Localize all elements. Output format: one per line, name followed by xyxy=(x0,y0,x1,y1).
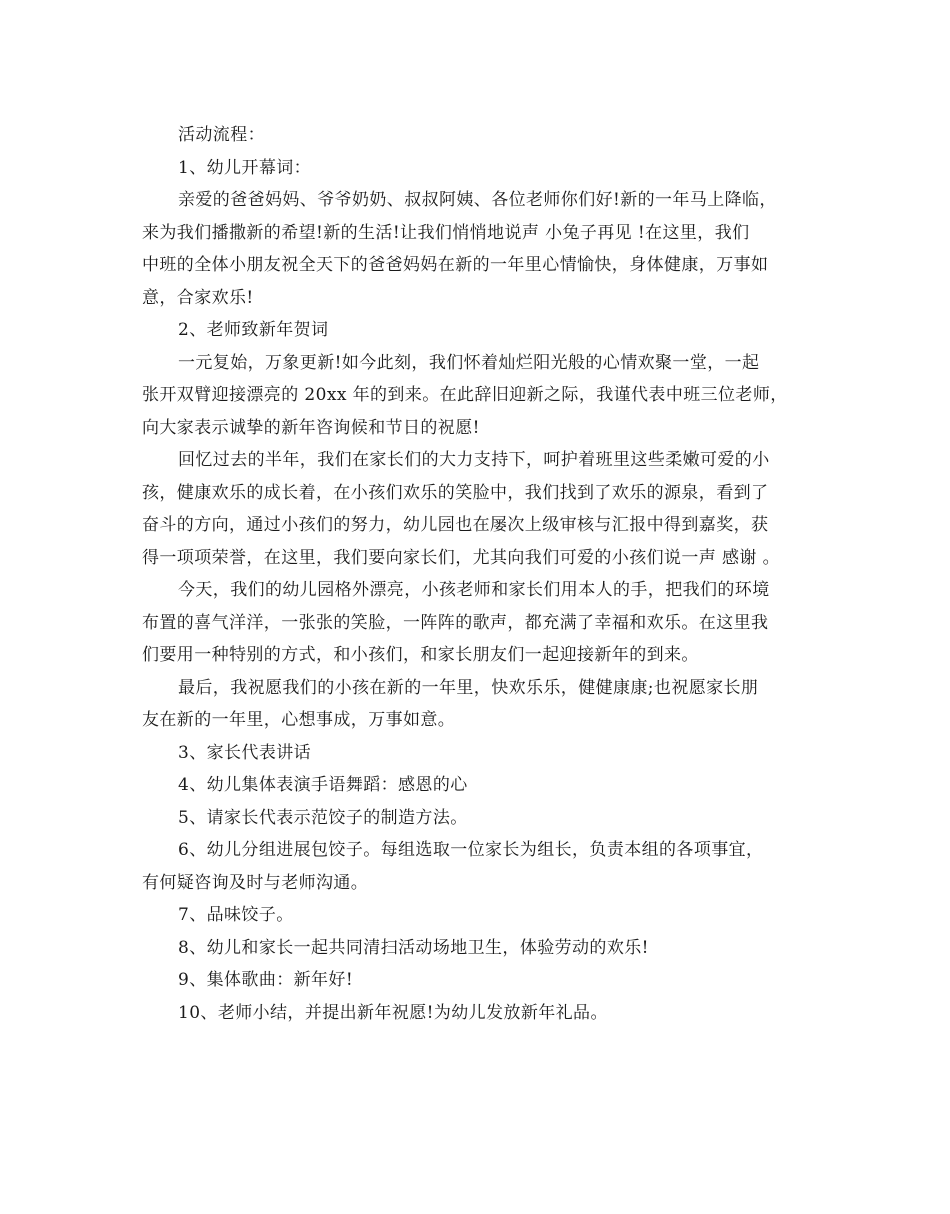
item-2-heading: 2、老师致新年贺词 xyxy=(178,320,329,340)
paragraph-line: 中班的全体小朋友祝全天下的爸爸妈妈在新的一年里心情愉快，身体健康，万事如 xyxy=(142,255,769,275)
item-3: 3、家长代表讲话 xyxy=(178,742,312,763)
item-1-heading: 1、幼儿开幕词： xyxy=(178,157,312,178)
paragraph-line: 亲爱的爸爸妈妈、爷爷奶奶、叔叔阿姨、各位老师你们好!新的一年马上降临， xyxy=(178,190,777,210)
paragraph-line: 得一项项荣誉，在这里，我们要向家长们，尤其向我们可爱的小孩们说一声 感谢 。 xyxy=(142,547,781,568)
paragraph-line: 奋斗的方向，通过小孩们的努力，幼儿园也在屡次上级审核与汇报中得到嘉奖，获 xyxy=(142,515,769,535)
item-6: 6、幼儿分组进展包饺子。每组选取一位家长为组长，负责本组的各项事宜， xyxy=(178,840,764,860)
paragraph-line: 回忆过去的半年，我们在家长们的大力支持下，呵护着班里这些柔嫩可爱的小 xyxy=(178,450,770,470)
paragraph-line: 友在新的一年里，心想事成，万事如意。 xyxy=(142,710,456,730)
section-heading-activity-flow: 活动流程： xyxy=(178,125,265,145)
paragraph-line: 最后，我祝愿我们的小孩在新的一年里，快欢乐乐，健健康康;也祝愿家长朋 xyxy=(178,677,759,698)
paragraph-line: 们要用一种特别的方式，和小孩们，和家长朋友们一起迎接新年的到来。 xyxy=(142,645,699,665)
item-7: 7、品味饺子。 xyxy=(178,905,294,925)
paragraph-line: 向大家表示诚挚的新年咨询候和节日的祝愿! xyxy=(142,417,480,438)
paragraph-line: 孩，健康欢乐的成长着，在小孩们欢乐的笑脸中，我们找到了欢乐的源泉，看到了 xyxy=(142,482,769,503)
paragraph-line: 意，合家欢乐! xyxy=(142,287,254,308)
paragraph-line: 一元复始，万象更新!如今此刻，我们怀着灿烂阳光般的心情欢聚一堂，一起 xyxy=(178,352,760,373)
item-10: 10、老师小结，并提出新年祝愿!为幼儿发放新年礼品。 xyxy=(178,1002,608,1023)
item-9: 9、集体歌曲：新年好! xyxy=(178,970,354,990)
paragraph-line: 今天，我们的幼儿园格外漂亮，小孩老师和家长们用本人的手，把我们的环境 xyxy=(178,580,770,600)
paragraph-line: 来为我们播撒新的希望!新的生活!让我们悄悄地说声 小兔子再见 !在这里，我们 xyxy=(142,222,750,243)
item-6-continuation: 有何疑咨询及时与老师沟通。 xyxy=(142,872,369,893)
paragraph-line: 布置的喜气洋洋，一张张的笑脸，一阵阵的歌声，都充满了幸福和欢乐。在这里我 xyxy=(142,612,769,633)
item-4: 4、幼儿集体表演手语舞蹈：感恩的心 xyxy=(178,775,468,795)
item-8: 8、幼儿和家长一起共同清扫活动场地卫生，体验劳动的欢乐! xyxy=(178,937,649,958)
paragraph-line: 张开双臂迎接漂亮的 20xx 年的到来。在此辞旧迎新之际，我谨代表中班三位老师， xyxy=(142,385,788,405)
item-5: 5、请家长代表示范饺子的制造方法。 xyxy=(178,807,468,828)
document-body xyxy=(142,119,832,1029)
